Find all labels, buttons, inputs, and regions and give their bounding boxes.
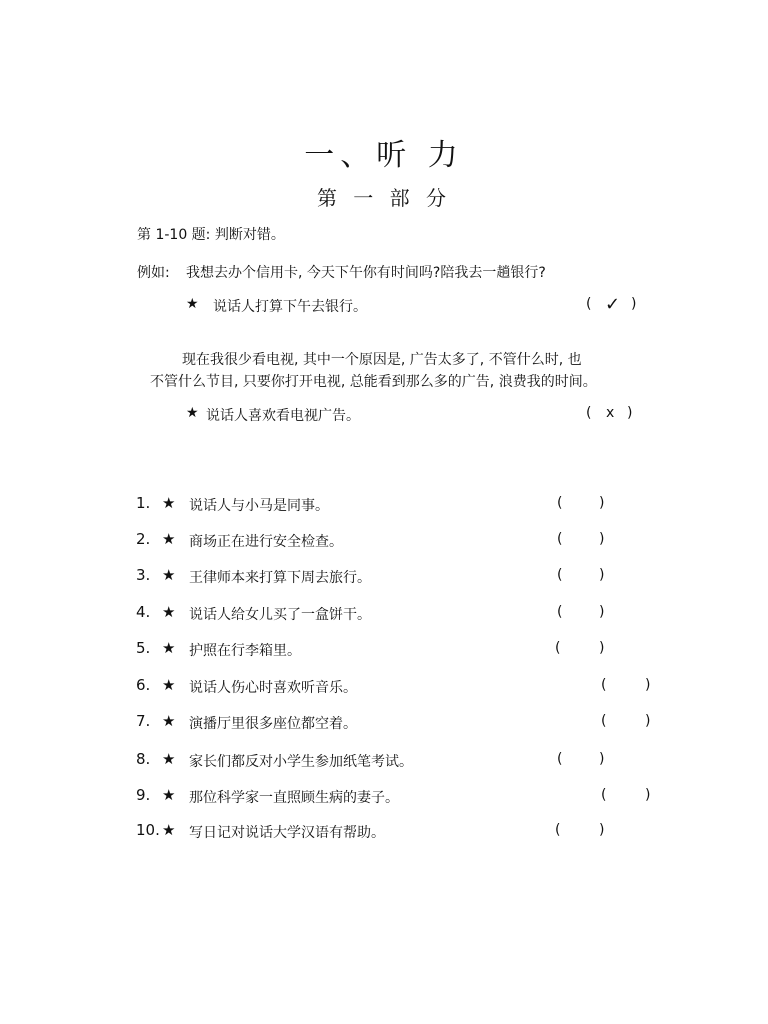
star-icon: ★: [186, 296, 199, 312]
question-text: 说话人给女儿买了一盒饼干。: [189, 607, 371, 623]
example2-passage-line-2: 不管什么节目, 只要你打开电视, 总能看到那么多的广告, 浪费我的时间。: [150, 374, 597, 390]
example2-passage-line-1: 现在我很少看电视, 其中一个原因是, 广告太多了, 不管什么时, 也: [182, 352, 582, 368]
question-text: 王律师本来打算下周去旅行。: [189, 570, 371, 586]
answer-open-paren[interactable]: (: [557, 531, 563, 547]
question-number: 6.: [136, 676, 151, 694]
answer-open-paren[interactable]: (: [601, 787, 607, 803]
question-number: 10.: [136, 821, 160, 839]
question-number: 5.: [136, 639, 151, 657]
answer-close-paren[interactable]: ): [599, 822, 605, 838]
answer-close-paren[interactable]: ): [645, 677, 651, 693]
question-text: 护照在行李箱里。: [189, 643, 301, 659]
star-icon: ★: [162, 530, 176, 548]
answer-open-paren[interactable]: (: [601, 713, 607, 729]
star-icon: ★: [162, 750, 176, 768]
instruction-text: 第 1-10 题: 判断对错。: [137, 227, 285, 243]
star-icon: ★: [162, 821, 176, 839]
star-icon: ★: [162, 566, 176, 584]
question-text: 说话人与小马是同事。: [189, 498, 329, 514]
example-label: 例如:: [137, 265, 170, 281]
answer-close-paren: ): [627, 405, 633, 421]
example-dialogue: 我想去办个信用卡, 今天下午你有时间吗?陪我去一趟银行?: [186, 265, 546, 281]
question-number: 7.: [136, 712, 151, 730]
example-statement: 说话人打算下午去银行。: [213, 299, 367, 315]
star-icon: ★: [162, 603, 176, 621]
question-number: 8.: [136, 750, 151, 768]
question-text: 说话人伤心时喜欢听音乐。: [189, 680, 357, 696]
answer-close-paren[interactable]: ): [645, 713, 651, 729]
answer-open-paren[interactable]: (: [555, 640, 561, 656]
star-icon: ★: [186, 405, 199, 421]
check-mark-icon: ✓: [605, 294, 621, 315]
answer-close-paren[interactable]: ): [599, 751, 605, 767]
question-text: 家长们都反对小学生参加纸笔考试。: [189, 754, 413, 770]
question-text: 那位科学家一直照顾生病的妻子。: [189, 790, 399, 806]
question-text: 演播厅里很多座位都空着。: [189, 716, 357, 732]
answer-close-paren[interactable]: ): [599, 531, 605, 547]
answer-close-paren[interactable]: ): [599, 495, 605, 511]
answer-open-paren[interactable]: (: [601, 677, 607, 693]
answer-open-paren[interactable]: (: [557, 751, 563, 767]
question-text: 商场正在进行安全检查。: [189, 534, 343, 550]
answer-open-paren[interactable]: (: [555, 822, 561, 838]
star-icon: ★: [162, 786, 176, 804]
question-number: 1.: [136, 494, 151, 512]
question-number: 4.: [136, 603, 151, 621]
question-number: 9.: [136, 786, 151, 804]
answer-open-paren: (: [586, 405, 592, 421]
answer-open-paren[interactable]: (: [557, 495, 563, 511]
question-text: 写日记对说话大学汉语有帮助。: [189, 825, 385, 841]
answer-close-paren[interactable]: ): [599, 567, 605, 583]
star-icon: ★: [162, 639, 176, 657]
answer-open-paren[interactable]: (: [557, 567, 563, 583]
star-icon: ★: [162, 712, 176, 730]
answer-close-paren[interactable]: ): [599, 640, 605, 656]
answer-close-paren[interactable]: ): [599, 604, 605, 620]
answer-open-paren: (: [586, 296, 592, 312]
section-title: 一、听 力: [304, 138, 464, 173]
answer-open-paren[interactable]: (: [557, 604, 563, 620]
example2-statement: 说话人喜欢看电视广告。: [206, 408, 360, 424]
question-number: 2.: [136, 530, 151, 548]
question-number: 3.: [136, 566, 151, 584]
star-icon: ★: [162, 676, 176, 694]
part-title: 第 一 部 分: [316, 186, 452, 210]
answer-close-paren: ): [631, 296, 637, 312]
cross-mark: x: [606, 405, 615, 421]
answer-close-paren[interactable]: ): [645, 787, 651, 803]
star-icon: ★: [162, 494, 176, 512]
